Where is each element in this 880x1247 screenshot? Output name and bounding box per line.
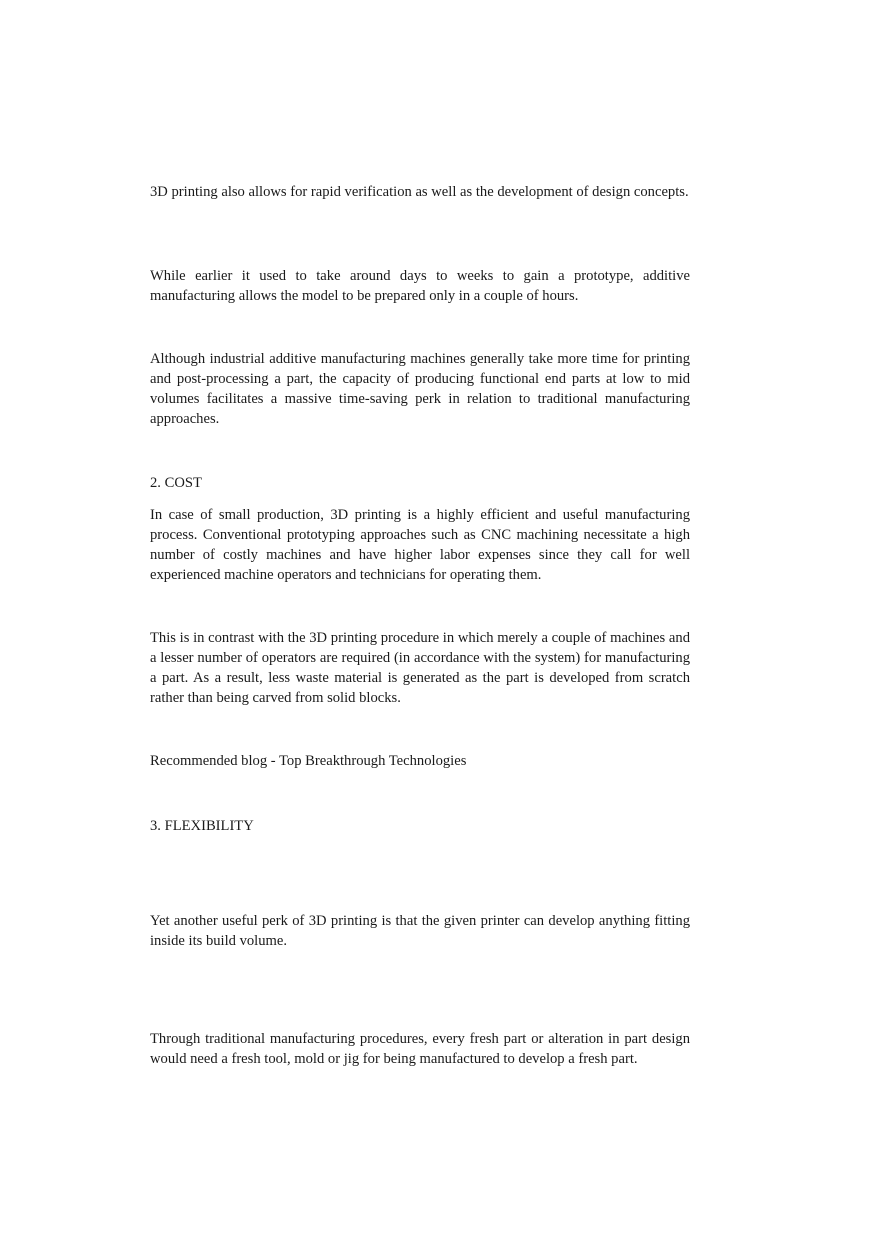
recommended-blog-link: Recommended blog - Top Breakthrough Technologies [150, 753, 467, 769]
paragraph-rapid-verification: 3D printing also allows for rapid verification as well as the development of design concepts. [150, 184, 689, 200]
paragraph-prototype-time: While earlier it used to take around days to weeks to gain a prototype, additive manufacturing allows the model to be prepared only in a couple of hours. [150, 268, 690, 304]
paragraph-traditional-manufacturing: Through traditional manufacturing procedures, every fresh part or alteration in part design would need a fresh tool, mold or jig for being manufactured to develop a fresh part. [150, 1031, 690, 1067]
paragraph-build-volume: Yet another useful perk of 3D printing is that the given printer can develop anything fitting inside its build volume. [150, 913, 690, 949]
paragraph-industrial-am: Although industrial additive manufacturing machines generally take more time for printing and post-processing a part, the capacity of producing functional end parts at low to mid volumes facilitates a massive time-saving perk in relation to traditional manufacturing approaches. [150, 351, 690, 427]
section-heading-cost: 2. COST [150, 475, 202, 491]
paragraph-contrast-3d-printing: This is in contrast with the 3D printing procedure in which merely a couple of machines and a lesser number of operators are required (in accordance with the system) for manufacturing a part. As a result, less waste material is generated as the part is developed from scratch rather than being carved from solid blocks. [150, 630, 690, 706]
paragraph-small-production: In case of small production, 3D printing is a highly efficient and useful manufacturing process. Conventional prototyping approaches such as CNC machining necessitate a high number of costly machines and have higher labor expenses since they call for well experienced machine operators and technicians for operating them. [150, 507, 690, 583]
section-heading-flexibility: 3. FLEXIBILITY [150, 818, 254, 834]
